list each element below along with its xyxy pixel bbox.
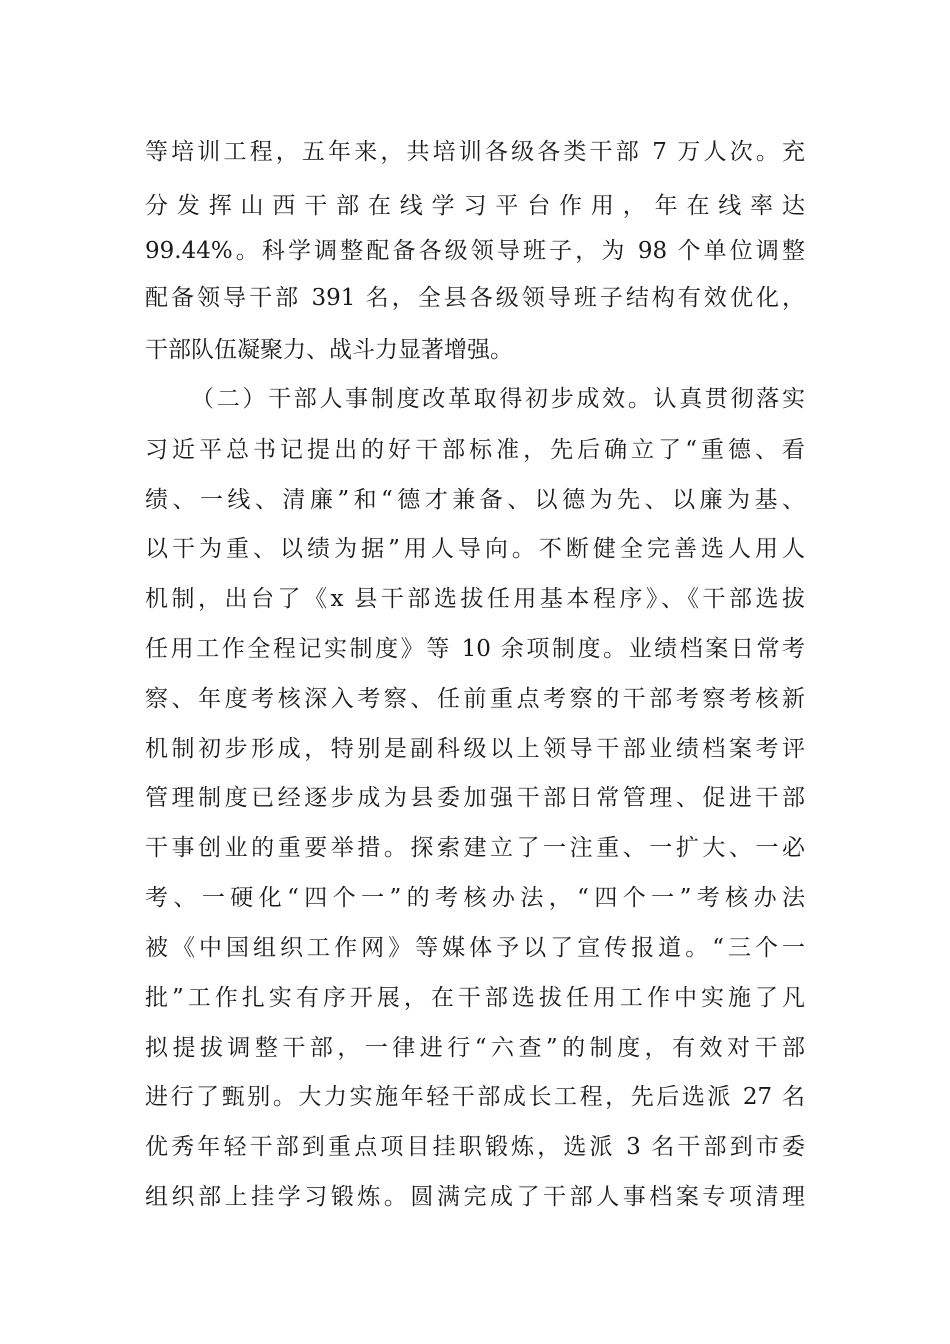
body-text-line-1: 等培训工程，五年来，共培训各级各类干部 7 万人次。充 [145, 139, 805, 165]
body-text-line-13: 机制初步形成，特别是副科级以上领导干部业绩档案考评 [145, 736, 805, 762]
body-text-line-17: 被《中国组织工作网》等媒体予以了宣传报道。“三个一 [145, 935, 805, 961]
body-text-line-18: 批”工作扎实有序开展，在干部选拔任用工作中实施了凡 [145, 985, 805, 1011]
body-text-line-19: 拟提拔调整干部，一律进行“六查”的制度，有效对干部 [145, 1035, 805, 1061]
body-text-line-14: 管理制度已经逐步成为县委加强干部日常管理、促进干部 [145, 785, 805, 811]
body-text-line-16: 考、一硬化“四个一”的考核办法，“四个一”考核办法 [145, 885, 805, 911]
body-text-line-15: 干事创业的重要举措。探索建立了一注重、一扩大、一必 [145, 835, 805, 861]
body-text-line-22: 组织部上挂学习锻炼。圆满完成了干部人事档案专项清理 [145, 1184, 805, 1210]
body-text-line-4: 配备领导干部 391 名，全县各级领导班子结构有效优化， [145, 285, 805, 311]
paragraph-2-line-1: （二）干部人事制度改革取得初步成效。认真贯彻落实 [191, 386, 805, 412]
body-text-line-7: 习近平总书记提出的好干部标准，先后确立了“重德、看 [145, 437, 805, 463]
body-text-line-10: 机制，出台了《x 县干部选拔任用基本程序》、《干部选拔 [145, 586, 805, 612]
body-text-line-11: 任用工作全程记实制度》等 10 余项制度。业绩档案日常考 [145, 636, 805, 662]
body-text-line-20: 进行了甄别。大力实施年轻干部成长工程，先后选派 27 名 [145, 1084, 805, 1110]
body-text-line-21: 优秀年轻干部到重点项目挂职锻炼，选派 3 名干部到市委 [145, 1134, 805, 1160]
body-text-line-5: 干部队伍凝聚力、战斗力显著增强。 [145, 337, 513, 363]
body-text-line-2: 分发挥山西干部在线学习平台作用，年在线率达 [145, 193, 805, 219]
body-text-line-12: 察、年度考核深入考察、任前重点考察的干部考察考核新 [145, 686, 805, 712]
body-text-line-8: 绩、一线、清廉”和“德才兼备、以德为先、以廉为基、 [145, 487, 805, 513]
body-text-line-3: 99.44%。科学调整配备各级领导班子，为 98 个单位调整 [145, 238, 805, 264]
body-text-line-9: 以干为重、以绩为据”用人导向。不断健全完善选人用人 [145, 536, 805, 562]
